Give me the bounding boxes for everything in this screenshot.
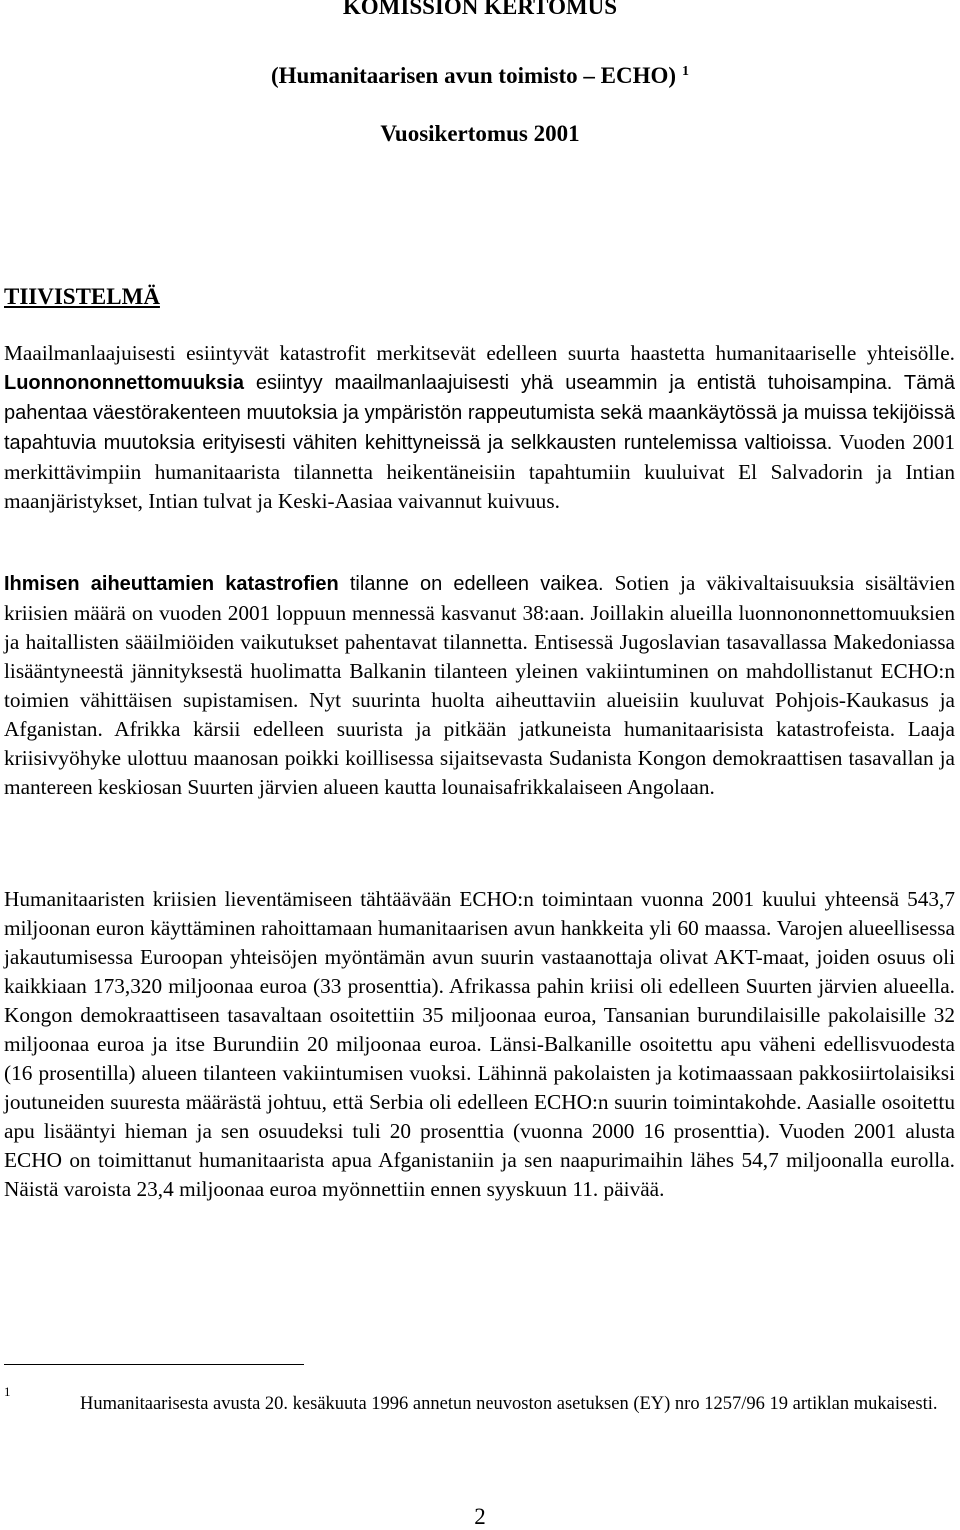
subtitle-text: (Humanitaarisen avun toimisto – ECHO) bbox=[270, 63, 677, 88]
paragraph2-part-b: tilanne on edelleen vaikea. bbox=[338, 573, 604, 595]
paragraph1-part-a: Maailmanlaajuisesti esiintyvät katastrofit merkitsevät edelleen suurta haastetta humanitaariselle yhteisölle. bbox=[4, 341, 955, 365]
report-year-title: Vuosikertomus 2001 bbox=[380, 121, 580, 146]
footnote-divider bbox=[4, 1364, 304, 1365]
footnote-marker: 1 bbox=[4, 1384, 11, 1399]
footnote-text: Humanitaarisesta avusta 20. kesäkuuta 1996 annetun neuvoston asetuksen (EY) nro 1257/96 19 artiklan mukaisesti. bbox=[80, 1394, 938, 1414]
footnote-reference[interactable]: 1 bbox=[682, 64, 690, 79]
page-number: 2 bbox=[474, 1504, 486, 1529]
report-subtitle bbox=[0, 63, 960, 89]
paragraph1-part-c: esiintyy maailmanlaajuisesti yhä useammin ja entistä tuhoisampina. Tämä pahentaa väestörakenteen muutoksia ja ympäristön rappeutumista sekä maankäytössä ja muissa tekijöissä tapahtuvia muutoksia erityisesti vähiten kehittyneissä ja selkkausten runtelemissa valtioissa. bbox=[4, 372, 955, 454]
paragraph1-part-d: Vuoden 2001 merkittävimpiin humanitaarista tilannetta heikentäneisiin tapahtumiin kuuluivat El Salvadorin ja Intian maanjäristykset, Intian tulvat ja Keski-Aasiaa vaivannut kuivuus. bbox=[4, 430, 955, 513]
paragraph2-bold-term: Ihmisen aiheuttamien katastrofien bbox=[4, 573, 339, 595]
summary-paragraph-3: Humanitaaristen kriisien lieventämiseen tähtäävään ECHO:n toimintaan vuonna 2001 kuului yhteensä 543,7 miljoonan euron käyttäminen rahoittamaan humanitaarisen avun hankkeita yli 60 maassa. Varojen alueellisessa jakautumisessa Euroopan yhteisöjen myöntämän avun suurin vastaanottaja olivat AKT-maat, joiden osuus oli kaikkiaan 173,320 miljoonaa euroa (33 prosenttia). Afrikassa pahin kriisi oli edelleen Suurten järvien alueella. Kongon demokraattiseen tasavaltaan osoitettiin 35 miljoonaa euroa, Tansanian burundilaisille pakolaisille 32 miljoonaa euroa ja itse Burundiin 20 miljoonaa euroa. Länsi-Balkanille osoitettu apu väheni edellisvuodesta (16 prosentilla) alueen tilanteen vakiintumisen vuoksi. Lähinnä pakolaisten ja kotimaassaan pakkosiirtolaisiksi joutuneiden suuresta määrästä johtuu, että Serbia oli edelleen ECHO:n suurin toimintakohde. Aasialle osoitettu apu lisääntyi hieman ja sen osuudeksi tuli 20 prosenttia (vuonna 2000 16 prosenttia). Vuoden 2001 alusta ECHO on toimittanut humanitaarista apua Afganistaniin ja sen naapurimaihin lähes 54,7 miljoonalla eurolla. Näistä varoista 23,4 miljoonaa euroa myönnettiin ennen syyskuun 11. päivää. bbox=[4, 887, 955, 1201]
summary-paragraph-1 bbox=[4, 339, 955, 516]
section-heading: TIIVISTELMÄ bbox=[4, 284, 160, 309]
paragraph1-bold-term: Luonnononnettomuuksia bbox=[4, 372, 244, 394]
report-title: KOMISSION KERTOMUS bbox=[342, 0, 618, 19]
paragraph2-part-c: Sotien ja väkivaltaisuuksia sisältävien kriisien määrä on vuoden 2001 loppuun mennessä kasvanut 38:aan. Joillakin alueilla luonnononnettomuuksien ja haitallisten sääilmiöiden vaikutukset pahentavat tilannetta. Entisessä Jugoslavian tasavallassa Makedoniassa lisääntyneestä jännityksestä huolimatta Balkanin tilanteen yleinen vakiintuminen on mahdollistanut ECHO:n toimien vähittäisen supistamisen. Nyt suurinta huolta aiheuttaviin alueisiin kuuluvat Pohjois-Kaukasus ja Afganistan. Afrikka kärsii edelleen suurista ja pitkään jatkuneista humanitaarisista katastrofeista. Laaja kriisivyöhyke ulottuu maanosan poikki koillisessa sijaitsevasta Sudanista Kongon demokraattisen tasavallan ja mantereen keskiosan Suurten järvien alueen kautta lounaisafrikkalaiseen Angolaan. bbox=[4, 571, 956, 799]
summary-paragraph-2 bbox=[4, 569, 955, 802]
